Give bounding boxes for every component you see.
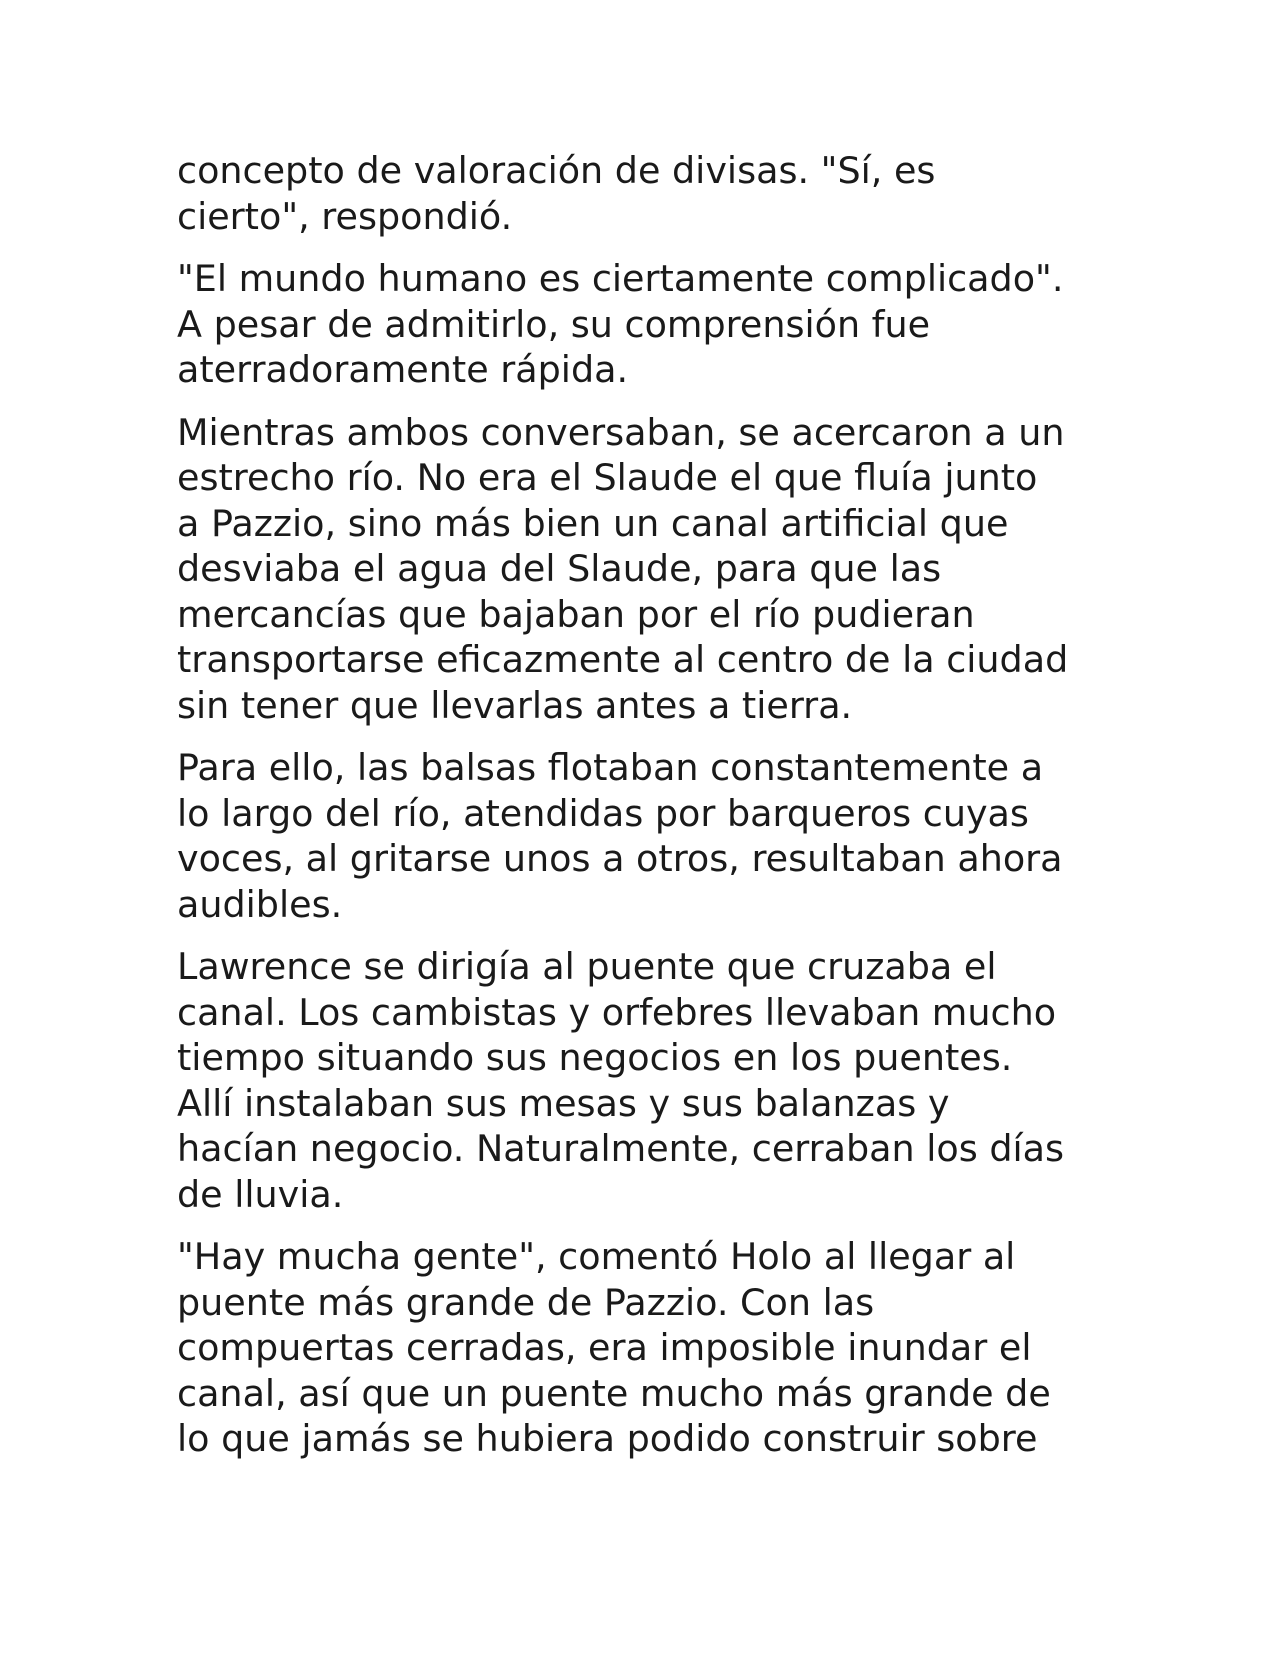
text-line: Para ello, las balsas flotaban constantemente a [177, 746, 1044, 789]
text-line: audibles. [177, 882, 343, 926]
text-line: Allí instalaban sus mesas y sus balanzas y [177, 1081, 950, 1125]
paragraph [177, 410, 1107, 729]
text-line: transportarse eficazmente al centro de la ciudad [177, 638, 1069, 681]
text-line: canal. Los cambistas y orfebres llevaban mucho [177, 990, 1057, 1034]
text-line: voces, al gritarse unos a otros, resultaban ahora [177, 837, 1063, 880]
text-line: a Pazzio, sino más bien un canal artificial que [177, 501, 1009, 545]
text-line: puente más grande de Pazzio. Con las [177, 1280, 875, 1324]
body-text [177, 148, 1107, 1479]
text-line: Lawrence se dirigía al puente que cruzaba el [177, 945, 997, 988]
paragraph [177, 1234, 1107, 1462]
text-line: lo que jamás se hubiera podido construir sobre [177, 1417, 1038, 1460]
text-line: lo largo del río, atendidas por barqueros cuyas [177, 791, 1029, 835]
text-line: hacían negocio. Naturalmente, cerraban los días [177, 1127, 1065, 1170]
text-line: "Hay mucha gente", comentó Holo al llegar al [177, 1235, 1016, 1278]
text-line: Mientras ambos conversaban, se acercaron a un [177, 410, 1065, 454]
paragraph [177, 148, 1107, 239]
text-line: cierto", respondió. [177, 194, 513, 238]
text-line: sin tener que llevarlas antes a tierra. [177, 683, 853, 727]
text-line: aterradoramente rápida. [177, 348, 629, 391]
text-line: "El mundo humano es ciertamente complicado". [177, 257, 1064, 300]
paragraph [177, 745, 1107, 927]
text-line: tiempo situando sus negocios en los puentes. [177, 1036, 1013, 1079]
text-line: estrecho río. No era el Slaude el que fluía junto [177, 456, 1038, 499]
text-line: canal, así que un puente mucho más grande de [177, 1371, 1051, 1415]
paragraph [177, 944, 1107, 1217]
text-line: de lluvia. [177, 1172, 344, 1216]
paragraph [177, 256, 1107, 393]
text-line: compuertas cerradas, era imposible inundar el [177, 1326, 1032, 1369]
text-line: A pesar de admitirlo, su comprensión fue [177, 302, 931, 346]
text-line: desviaba el agua del Slaude, para que las [177, 547, 942, 590]
text-line: mercancías que bajaban por el río pudieran [177, 592, 975, 636]
text-line: concepto de valoración de divisas. "Sí, es [177, 149, 936, 192]
